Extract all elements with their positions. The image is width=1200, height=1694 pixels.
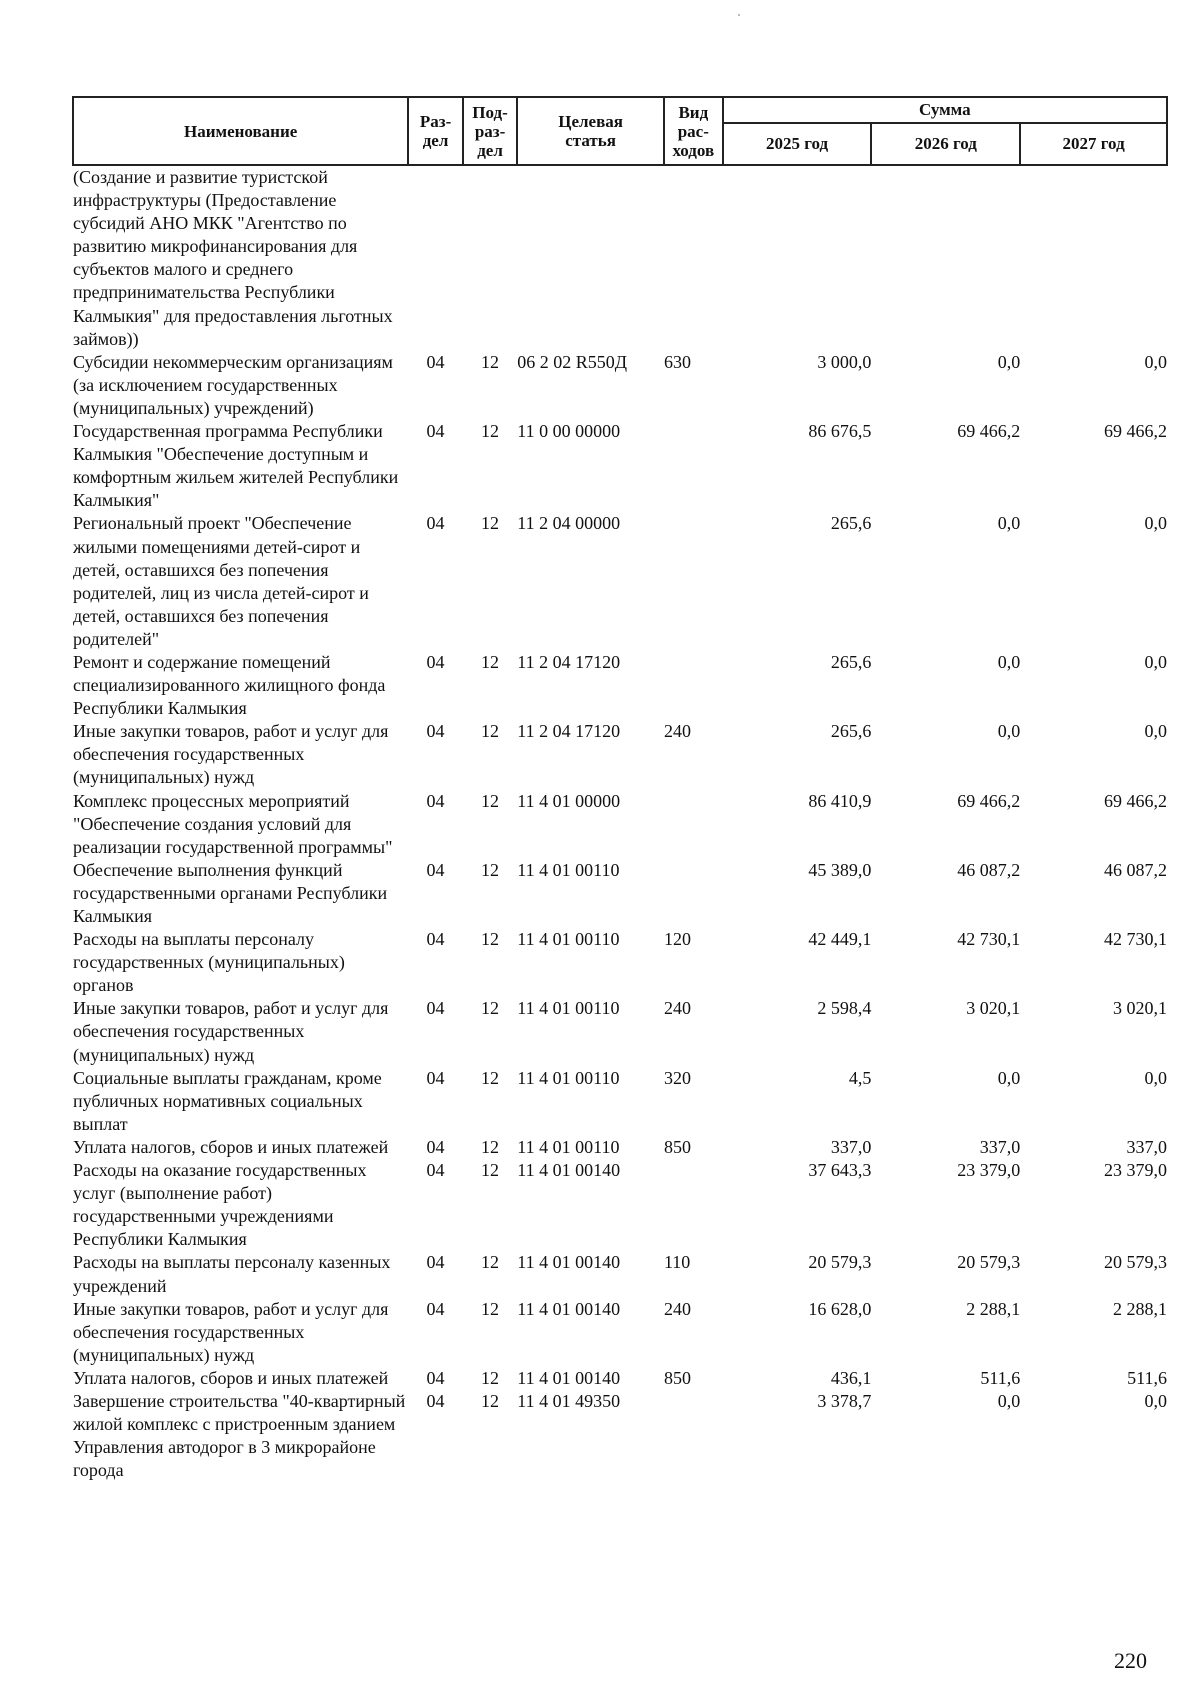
row-2025: 265,6 [830, 721, 872, 742]
header-target: Целевая статья [517, 97, 664, 165]
row-2026: 0,0 [997, 513, 1021, 534]
row-2025: 436,1 [830, 1367, 872, 1388]
table-row [73, 720, 1167, 789]
row-target [517, 165, 664, 351]
row-2027: 0,0 [1144, 351, 1167, 372]
row-podrazdel: 12 [481, 513, 500, 534]
row-2026: 511,6 [980, 1367, 1021, 1388]
row-2027: 46 087,2 [1104, 859, 1167, 880]
row-podrazdel: 12 [481, 1136, 500, 1157]
row-kind [664, 790, 723, 859]
header-2026: 2026 год [871, 123, 1020, 165]
row-2025: 265,6 [830, 513, 872, 534]
row-razdel: 04 [426, 1390, 445, 1411]
row-podrazdel: 12 [481, 1067, 500, 1088]
row-razdel: 04 [426, 1160, 445, 1181]
row-name: Ремонт и содержание помещений специализированного жилищного фонда Республики Калмыкия [73, 651, 386, 719]
table-header [73, 97, 1167, 165]
table-row [73, 859, 1167, 928]
table-body [73, 165, 1167, 1482]
row-2027: 0,0 [1144, 651, 1167, 672]
row-razdel: 04 [426, 351, 445, 372]
row-razdel: 04 [426, 1367, 445, 1388]
row-name: Расходы на оказание государственных услуг (выполнение работ) государственными учреждениями Республики Калмыкия [73, 1160, 367, 1250]
row-kind: 240 [663, 1298, 691, 1319]
row-target: 11 4 01 00140 [517, 1252, 621, 1273]
row-target: 11 4 01 49350 [517, 1390, 621, 1411]
table-row [73, 997, 1167, 1066]
row-razdel: 04 [426, 790, 445, 811]
row-2025: 2 598,4 [817, 998, 872, 1019]
row-2027: 337,0 [1126, 1136, 1167, 1157]
row-target: 11 4 01 00110 [517, 1136, 620, 1157]
row-razdel: 04 [426, 421, 445, 442]
row-2027: 69 466,2 [1104, 790, 1167, 811]
row-name: Социальные выплаты гражданам, кроме публичных нормативных социальных выплат [73, 1067, 382, 1134]
row-2026: 337,0 [979, 1136, 1021, 1157]
row-target: 11 2 04 00000 [517, 513, 621, 534]
row-2025: 3 000,0 [817, 351, 872, 372]
row-2026: 69 466,2 [957, 790, 1021, 811]
row-podrazdel: 12 [481, 651, 500, 672]
row-kind: 110 [663, 1252, 691, 1273]
table-row [73, 1067, 1167, 1136]
row-name: Обеспечение выполнения функций государственными органами Республики Калмыкия [73, 859, 388, 926]
row-2026: 0,0 [997, 651, 1021, 672]
row-podrazdel: 12 [481, 998, 500, 1019]
row-name: Комплекс процессных мероприятий "Обеспечение создания условий для реализации государственной программы" [73, 790, 393, 857]
table-row [73, 1298, 1167, 1367]
header-2025: 2025 год [723, 123, 872, 165]
table-row [73, 1251, 1167, 1297]
row-2025 [723, 165, 872, 351]
row-2026: 46 087,2 [957, 859, 1021, 880]
row-target: 11 2 04 17120 [517, 721, 621, 742]
row-2025: 4,5 [848, 1067, 872, 1088]
row-target: 11 4 01 00110 [517, 929, 620, 950]
row-name: Государственная программа Республики Калмыкия "Обеспечение доступным и комфортным жильем жителей Республики Калмыкия" [73, 421, 399, 511]
row-podrazdel: 12 [481, 790, 500, 811]
row-target: 11 4 01 00110 [517, 859, 620, 880]
row-2026: 23 379,0 [957, 1160, 1021, 1181]
row-podrazdel: 12 [481, 859, 500, 880]
row-target: 06 2 02 R550Д [517, 351, 628, 372]
table-row [73, 165, 1167, 351]
row-2027: 2 288,1 [1113, 1298, 1167, 1319]
row-kind: 630 [663, 351, 691, 372]
row-kind [664, 651, 723, 720]
row-kind: 240 [663, 721, 691, 742]
row-kind [664, 1390, 723, 1482]
row-name: Субсидии некоммерческим организациям (за исключением государственных (муниципальных) учреждений) [73, 351, 393, 418]
row-2026: 0,0 [997, 721, 1021, 742]
row-2025: 86 676,5 [808, 421, 872, 442]
table-row [73, 1390, 1167, 1482]
row-2027: 0,0 [1144, 1390, 1167, 1411]
row-podrazdel: 12 [481, 1390, 500, 1411]
row-podrazdel: 12 [481, 1298, 500, 1319]
row-target: 11 4 01 00000 [517, 790, 621, 811]
table-row [73, 420, 1167, 512]
row-target: 11 4 01 00140 [517, 1298, 621, 1319]
table-row [73, 928, 1167, 997]
table-row [73, 351, 1167, 420]
table-row [73, 651, 1167, 720]
row-2025: 3 378,7 [817, 1390, 872, 1411]
row-target: 11 2 04 17120 [517, 651, 621, 672]
row-kind [664, 859, 723, 928]
row-2026: 3 020,1 [966, 998, 1021, 1019]
row-target: 11 4 01 00140 [517, 1367, 621, 1388]
row-2027: 0,0 [1144, 1067, 1167, 1088]
row-kind [664, 420, 723, 512]
table-row [73, 512, 1167, 651]
row-razdel: 04 [426, 513, 445, 534]
row-2026: 0,0 [997, 1067, 1021, 1088]
row-razdel: 04 [426, 929, 445, 950]
row-2027: 0,0 [1144, 721, 1167, 742]
header-kind: Вид рас- ходов [664, 97, 723, 165]
row-target: 11 4 01 00110 [517, 998, 620, 1019]
row-2025: 16 628,0 [808, 1298, 872, 1319]
row-name: Расходы на выплаты персоналу государственных (муниципальных) органов [73, 929, 345, 996]
row-2026 [871, 165, 1020, 351]
row-2026: 69 466,2 [957, 421, 1021, 442]
row-kind [664, 165, 723, 351]
row-target: 11 4 01 00140 [517, 1160, 621, 1181]
row-name: Иные закупки товаров, работ и услуг для обеспечения государственных (муниципальных) нужд [73, 998, 389, 1065]
row-2026: 2 288,1 [966, 1298, 1021, 1319]
row-2026: 0,0 [997, 1390, 1021, 1411]
row-razdel [408, 165, 462, 351]
row-razdel: 04 [426, 1136, 445, 1157]
row-name: Завершение строительства "40-квартирный жилой комплекс с пристроенным зданием Управления автодорог в 3 микрорайоне города [73, 1390, 406, 1481]
row-name: Расходы на выплаты персоналу казенных учреждений [73, 1252, 391, 1296]
row-2025: 86 410,9 [808, 790, 872, 811]
header-2027: 2027 год [1020, 123, 1167, 165]
header-name: Наименование [73, 97, 408, 165]
row-podrazdel: 12 [481, 1367, 500, 1388]
table-row [73, 790, 1167, 859]
row-2026: 0,0 [997, 351, 1021, 372]
row-name: Иные закупки товаров, работ и услуг для обеспечения государственных (муниципальных) нужд [73, 1298, 389, 1365]
row-podrazdel: 12 [481, 351, 500, 372]
row-2027: 511,6 [1127, 1367, 1167, 1388]
row-podrazdel: 12 [481, 421, 500, 442]
row-name: Иные закупки товаров, работ и услуг для обеспечения государственных (муниципальных) нужд [73, 721, 389, 788]
row-kind: 850 [663, 1367, 691, 1388]
row-2027: 42 730,1 [1104, 929, 1167, 950]
row-kind: 240 [663, 998, 691, 1019]
row-target: 11 0 00 00000 [517, 421, 621, 442]
table-row [73, 1367, 1167, 1390]
row-razdel: 04 [426, 998, 445, 1019]
row-razdel: 04 [426, 1252, 445, 1273]
header-razdel: Раз- дел [408, 97, 462, 165]
row-2027: 69 466,2 [1104, 421, 1167, 442]
row-razdel: 04 [426, 1298, 445, 1319]
row-2027: 0,0 [1144, 513, 1167, 534]
row-name: Уплата налогов, сборов и иных платежей [73, 1136, 389, 1157]
row-razdel: 04 [426, 651, 445, 672]
page-number: 220 [1114, 1648, 1147, 1673]
row-razdel: 04 [426, 721, 445, 742]
table-row [73, 1136, 1167, 1159]
row-2027 [1020, 165, 1167, 351]
row-name: Региональный проект "Обеспечение жилыми помещениями детей-сирот и детей, оставшихся без попечения родителей, лиц из числа детей-сирот и детей, оставшихся без попечения родителей" [73, 513, 369, 649]
row-2026: 42 730,1 [957, 929, 1021, 950]
table-row [73, 1159, 1167, 1251]
row-2025: 265,6 [830, 651, 872, 672]
row-2027: 20 579,3 [1104, 1252, 1167, 1273]
row-2025: 37 643,3 [808, 1160, 872, 1181]
row-2025: 20 579,3 [808, 1252, 872, 1273]
row-kind [664, 1159, 723, 1251]
row-name: Уплата налогов, сборов и иных платежей [73, 1367, 389, 1388]
row-podrazdel: 12 [481, 721, 500, 742]
row-2026: 20 579,3 [957, 1252, 1021, 1273]
row-target: 11 4 01 00110 [517, 1067, 620, 1088]
row-name: (Создание и развитие туристской инфраструктуры (Предоставление субсидий АНО МКК "Агентство по развитию микрофинансирования для субъектов малого и среднего предпринимательства Республики Калмыкия" для предоставления льготных займов)) [73, 167, 393, 349]
row-2027: 23 379,0 [1104, 1160, 1167, 1181]
row-podrazdel: 12 [481, 929, 500, 950]
header-podrazdel: Под- раз- дел [463, 97, 517, 165]
row-2027: 3 020,1 [1113, 998, 1167, 1019]
row-kind [664, 512, 723, 651]
row-razdel: 04 [426, 1067, 445, 1088]
row-podrazdel: 12 [481, 1252, 500, 1273]
row-kind: 320 [663, 1067, 691, 1088]
row-podrazdel [463, 165, 517, 351]
row-2025: 45 389,0 [808, 859, 872, 880]
row-2025: 42 449,1 [808, 929, 872, 950]
header-sum: Сумма [723, 97, 1167, 123]
row-kind: 120 [663, 929, 691, 950]
budget-table [72, 96, 1168, 1482]
row-kind: 850 [663, 1136, 691, 1157]
row-razdel: 04 [426, 859, 445, 880]
row-podrazdel: 12 [481, 1160, 500, 1181]
scan-speck [738, 14, 740, 16]
row-2025: 337,0 [830, 1136, 872, 1157]
